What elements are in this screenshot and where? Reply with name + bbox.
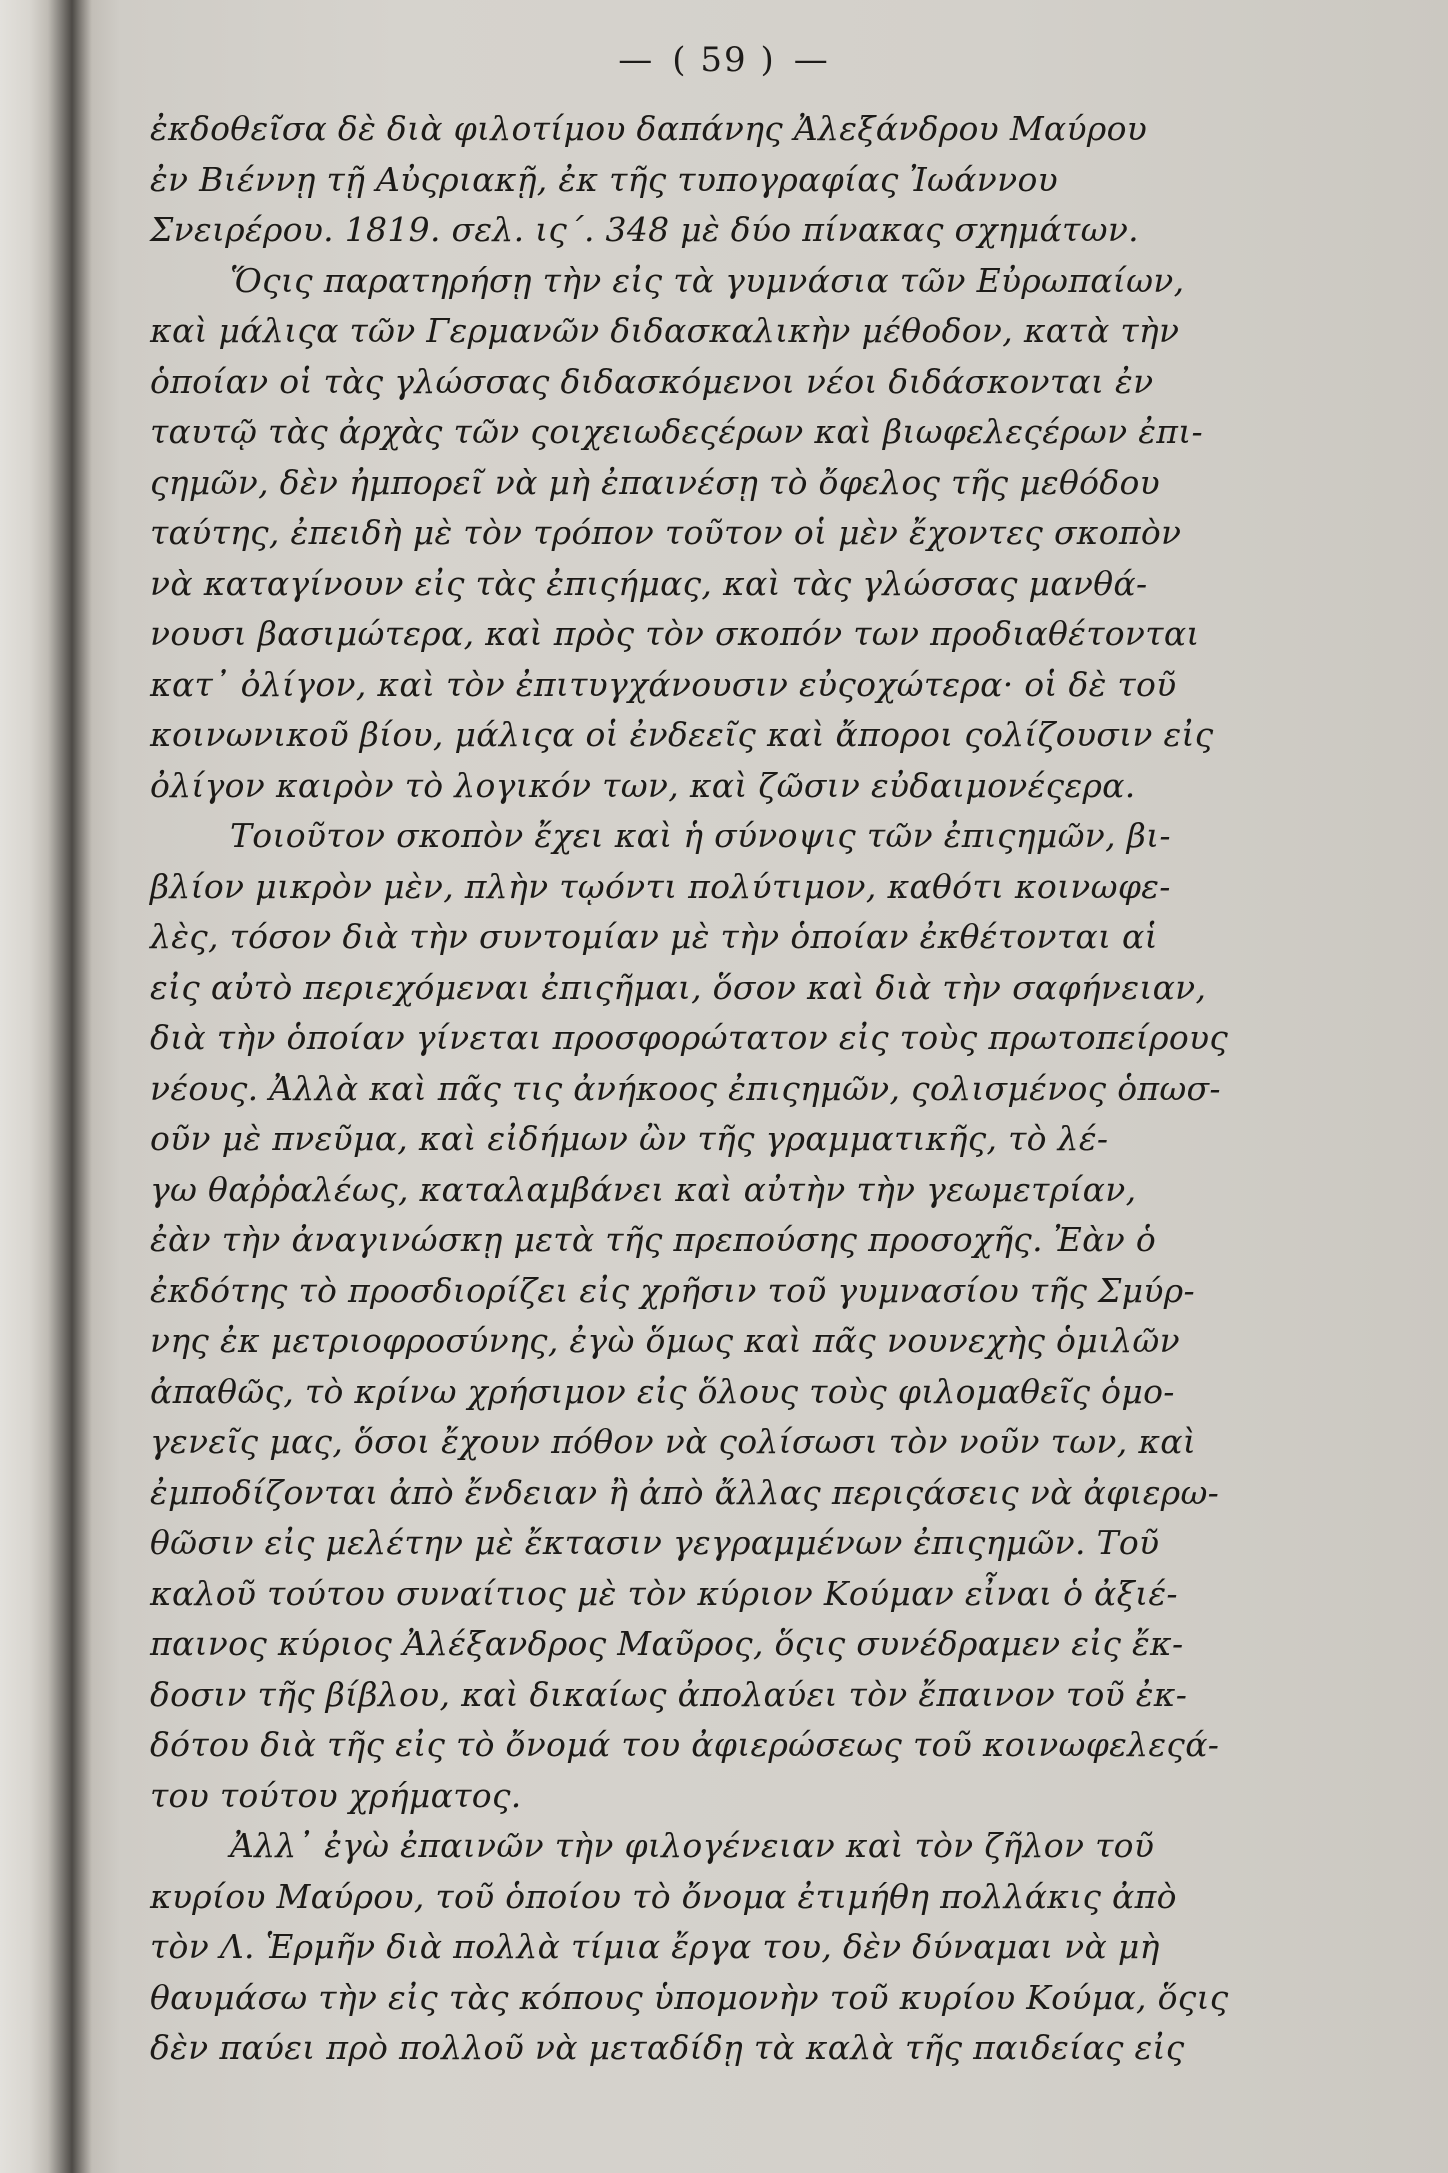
text-line: δότου διὰ τῆς εἰς τὸ ὄνομά του ἀφιερώσεως τοῦ κοινωφελεςά- [150, 1725, 1220, 1764]
text-line: εἰς αὐτὸ περιεχόμεναι ἐπιςῆμαι, ὅσον καὶ διὰ τὴν σαφήνειαν, [150, 967, 1207, 1007]
text-line: κατ᾽ ὀλίγον, καὶ τὸν ἐπιτυγχάνουσιν εὐςοχώτερα· οἱ δὲ τοῦ [150, 664, 1177, 704]
text-line: ὁποίαν οἱ τὰς γλώσσας διδασκόμενοι νέοι διδάσκονται ἐν [150, 361, 1154, 401]
text-line: Ὅςις παρατηρήσῃ τὴν εἰς τὰ γυμνάσια τῶν Εὐρωπαίων, [230, 260, 1185, 300]
text-line: Ἀλλ᾽ ἐγὼ ἐπαινῶν τὴν φιλογένειαν καὶ τὸν ζῆλον τοῦ [230, 1826, 1155, 1865]
text-line: ἐν Βιέννῃ τῇ Αὐςριακῇ, ἐκ τῆς τυπογραφίας Ἰωάννου [150, 159, 1059, 199]
text-line: νουσι βασιμώτερα, καὶ πρὸς τὸν σκοπόν των προδιαθέτονται [150, 614, 1200, 653]
text-line: γενεῖς μας, ὅσοι ἔχουν πόθον νὰ ςολίσωσι τὸν νοῦν των, καὶ [150, 1422, 1197, 1461]
text-line: ἐμποδίζονται ἀπὸ ἔνδειαν ἢ ἀπὸ ἄλλας περιςάσεις νὰ ἀφιερω- [150, 1472, 1220, 1512]
text-line: οῦν μὲ πνεῦμα, καὶ εἰδήμων ὢν τῆς γραμματικῆς, τὸ λέ- [150, 1119, 1109, 1158]
text-line: δοσιν τῆς βίβλου, καὶ δικαίως ἀπολαύει τὸν ἔπαινον τοῦ ἐκ- [150, 1674, 1188, 1714]
header-dash-right: — [793, 40, 830, 80]
text-line: Τοιοῦτον σκοπὸν ἔχει καὶ ἡ σύνοψις τῶν ἐπιςημῶν, βι- [230, 816, 1171, 855]
body-text [150, 104, 1290, 2074]
text-line: κοινωνικοῦ βίου, μάλιςα οἱ ἐνδεεῖς καὶ ἄποροι ςολίζουσιν εἰς [150, 715, 1214, 754]
text-line: γω θαῤῥαλέως, καταλαμβάνει καὶ αὐτὴν τὴν γεωμετρίαν, [150, 1169, 1137, 1209]
text-line: δὲν παύει πρὸ πολλοῦ νὰ μεταδίδῃ τὰ καλὰ τῆς παιδείας εἰς [150, 2028, 1185, 2067]
text-line: θῶσιν εἰς μελέτην μὲ ἔκτασιν γεγραμμένων ἐπιςημῶν. Τοῦ [150, 1523, 1160, 1562]
page-header [0, 40, 1448, 80]
text-line: θαυμάσω τὴν εἰς τὰς κόπους ὑπομονὴν τοῦ κυρίου Κούμα, ὅςις [150, 1977, 1229, 2017]
header-paren-right: ) [760, 40, 776, 80]
text-line: ἐκδότης τὸ προσδιορίζει εἰς χρῆσιν τοῦ γυμνασίου τῆς Σμύρ- [150, 1270, 1195, 1310]
text-line: ςημῶν, δὲν ἠμπορεῖ νὰ μὴ ἐπαινέσῃ τὸ ὄφελος τῆς μεθόδου [150, 462, 1161, 502]
text-line: διὰ τὴν ὁποίαν γίνεται προσφορώτατον εἰς τοὺς πρωτοπείρους [150, 1018, 1229, 1057]
text-line: καλοῦ τούτου συναίτιος μὲ τὸν κύριον Κούμαν εἶναι ὁ ἀξιέ- [150, 1573, 1178, 1613]
text-line: καὶ μάλιςα τῶν Γερμανῶν διδασκαλικὴν μέθοδον, κατὰ τὴν [150, 311, 1180, 350]
text-line: ὀλίγον καιρὸν τὸ λογικόν των, καὶ ζῶσιν εὐδαιμονέςερα. [150, 765, 1136, 805]
text-line: νὰ καταγίνουν εἰς τὰς ἐπιςήμας, καὶ τὰς γλώσσας μανθά- [150, 563, 1148, 603]
header-paren-left: ( [672, 40, 688, 80]
text-line: νέους. Ἀλλὰ καὶ πᾶς τις ἀνήκοος ἐπιςημῶν, ςολισμένος ὁπωσ- [150, 1068, 1221, 1108]
text-line: του τούτου χρήματος. [150, 1775, 522, 1815]
text-line: λὲς, τόσον διὰ τὴν συντομίαν μὲ τὴν ὁποίαν ἐκθέτονται αἱ [150, 917, 1158, 956]
text-line: κυρίου Μαύρου, τοῦ ὁποίου τὸ ὄνομα ἐτιμήθη πολλάκις ἀπὸ [150, 1876, 1177, 1916]
header-dash-left: — [618, 40, 655, 80]
text-line: παινος κύριος Ἀλέξανδρος Μαῦρος, ὅςις συνέδραμεν εἰς ἔκ- [150, 1624, 1184, 1663]
text-line: ταύτης, ἐπειδὴ μὲ τὸν τρόπον τοῦτον οἱ μὲν ἔχοντες σκοπὸν [150, 513, 1182, 552]
text-line: βλίον μικρὸν μὲν, πλὴν τῳόντι πολύτιμον, καθότι κοινωφε- [150, 866, 1171, 906]
page-number: 59 [700, 40, 748, 80]
text-line: ταυτῷ τὰς ἀρχὰς τῶν ςοιχειωδεςέρων καὶ βιωφελεςέρων ἐπι- [150, 412, 1203, 451]
text-line: νης ἐκ μετριοφροσύνης, ἐγὼ ὅμως καὶ πᾶς νουνεχὴς ὁμιλῶν [150, 1321, 1180, 1360]
text-line: ἀπαθῶς, τὸ κρίνω χρήσιμον εἰς ὅλους τοὺς φιλομαθεῖς ὁμο- [150, 1371, 1175, 1411]
text-line: τὸν Λ. Ἑρμῆν διὰ πολλὰ τίμια ἔργα του, δὲν δύναμαι νὰ μὴ [150, 1927, 1160, 1966]
text-line: ἐκδοθεῖσα δὲ διὰ φιλοτίμου δαπάνης Ἀλεξάνδρου Μαύρου [150, 109, 1148, 148]
text-line: ἐὰν τὴν ἀναγινώσκῃ μετὰ τῆς πρεπούσης προσοχῆς. Ἐὰν ὁ [150, 1220, 1157, 1259]
text-line: Σνειρέρου. 1819. σελ. ις΄. 348 μὲ δύο πίνακας σχημάτων. [150, 210, 1139, 249]
